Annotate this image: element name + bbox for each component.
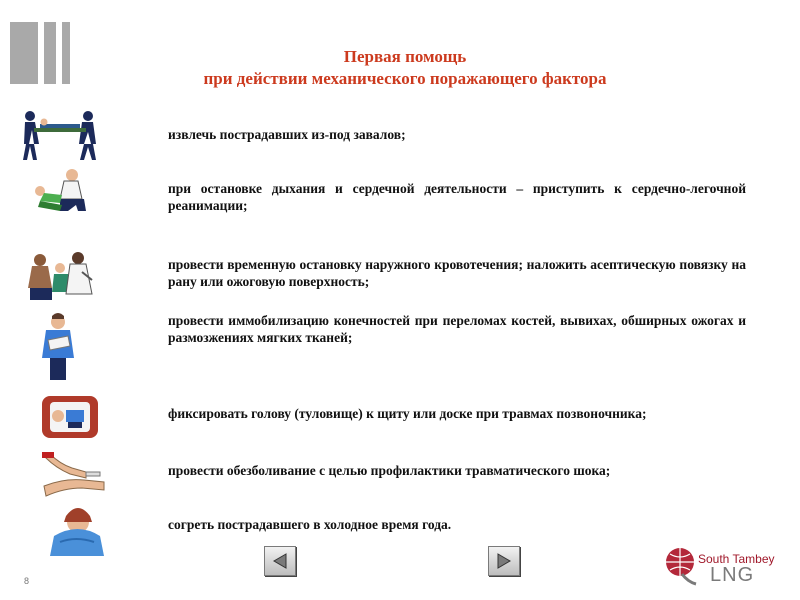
injection-icon xyxy=(40,446,114,498)
cpr-icon xyxy=(30,165,92,217)
list-item: провести иммобилизацию конечностей при переломах костей, вывихах, обширных ожогах и размозжениях мягких тканей; xyxy=(168,313,746,345)
stretcher-icon xyxy=(18,106,102,164)
page-number: 8 xyxy=(24,576,30,586)
next-slide-button[interactable] xyxy=(488,546,520,576)
decorative-bar xyxy=(62,22,70,84)
spine-board-icon xyxy=(40,392,102,444)
previous-slide-button[interactable] xyxy=(264,546,296,576)
page-title xyxy=(120,46,690,90)
list-item: фиксировать голову (туловище) к щиту или доске при травмах позвоночника; xyxy=(168,406,647,421)
bandaging-icon xyxy=(26,246,100,304)
blanket-icon xyxy=(48,502,106,558)
decorative-bar xyxy=(44,22,56,84)
globe-logo-icon xyxy=(662,544,698,586)
list-item: извлечь пострадавших из-под завалов; xyxy=(168,127,406,142)
list-item: согреть пострадавшего в холодное время года. xyxy=(168,517,452,532)
triangle-right-icon xyxy=(495,552,513,570)
logo-text-top: South Tambey xyxy=(698,552,775,566)
arm-sling-icon xyxy=(40,312,76,382)
decorative-bar xyxy=(10,22,38,84)
decorative-bars xyxy=(10,22,70,84)
list-item: провести обезболивание с целью профилактики травматического шока; xyxy=(168,463,611,478)
title-line-1: Первая помощь xyxy=(343,47,467,66)
list-item: при остановке дыхания и сердечной деятельности – приступить к сердечно-легочной реанимации; xyxy=(168,181,746,213)
list-item: провести временную остановку наружного кровотечения; наложить асептическую повязку на рану или ожоговую поверхность; xyxy=(168,257,746,289)
title-line-2: при действии механического поражающего фактора xyxy=(203,69,607,88)
logo-text-bottom: LNG xyxy=(710,564,755,586)
triangle-left-icon xyxy=(271,552,289,570)
company-logo xyxy=(662,544,775,588)
